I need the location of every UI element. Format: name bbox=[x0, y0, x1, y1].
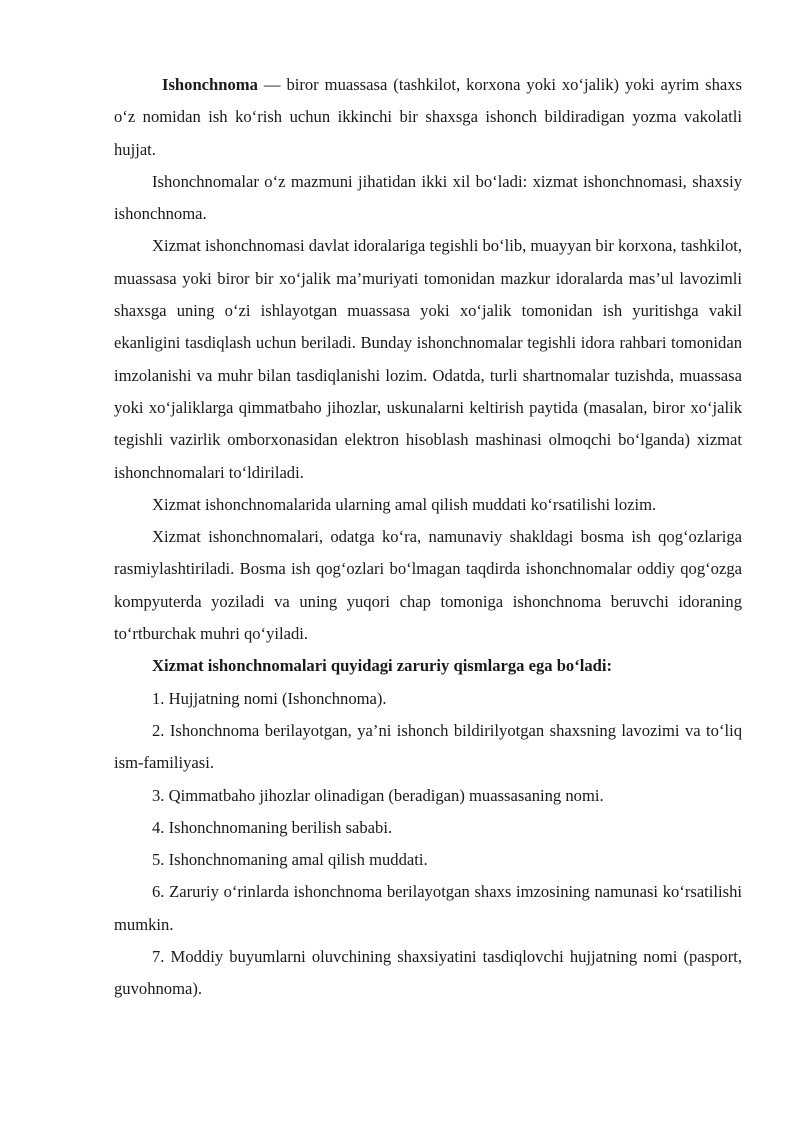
definition-term: Ishonchnoma bbox=[162, 75, 258, 94]
requirement-item: 5. Ishonchnomaning amal qilish muddati. bbox=[152, 850, 428, 870]
paragraph-service-poa: Xizmat ishonchnomasi davlat idoralariga tegishli bo‘lib, muayyan bir korxona, tashkilot, muassasa yoki biror bir xo‘jalik ma’muriyati tomonidan mazkur idoralarda mas’ul lavozimli shaxsga uning o‘zi ishlayotgan muassasa yoki xo‘jalik tomonidan ish yuritishga vakil ekanligini tasdiqlash uchun beriladi. Bunday ishonchnomalar tegishli idora rahbari tomonidan imzolanishi va muhr bilan tasdiqlanishi lozim. Odatda, turli shartnomalar tuzishda, muassasa yoki xo‘jaliklarga qimmatbaho jihozlar, uskunalarni keltirish paytida (masalan, biror xo‘jalik tegishli vazirlik omborxonasidan elektron hisoblash mashinasi olmoqchi bo‘lganda) xizmat ishonchnomalari to‘ldiriladi. bbox=[114, 236, 742, 482]
definition-paragraph bbox=[114, 69, 742, 166]
paragraph-types: Ishonchnomalar o‘z mazmuni jihatidan ikki xil bo‘ladi: xizmat ishonchnomasi, shaxsiy ishonchnoma. bbox=[114, 171, 742, 224]
requirement-item: 3. Qimmatbaho jihozlar olinadigan (beradigan) muassasaning nomi. bbox=[152, 785, 604, 805]
paragraph-validity: Xizmat ishonchnomalarida ularning amal qilish muddati ko‘rsatilishi lozim. bbox=[152, 494, 657, 514]
requirements-heading: Xizmat ishonchnomalari quyidagi zaruriy qismlarga ega bo‘ladi: bbox=[152, 656, 613, 676]
requirement-item: 7. Moddiy buyumlarni oluvchining shaxsiyatini tasdiqlovchi hujjatning nomi (pasport, guvohnoma). bbox=[114, 947, 742, 999]
paragraph-forms: Xizmat ishonchnomalari, odatga ko‘ra, namunaviy shakldagi bosma ish qog‘ozlariga rasmiylashtiriladi. Bosma ish qog‘ozlari bo‘lmagan taqdirda ishonchnomalar oddiy qog‘ozga kompyuterda yoziladi va uning yuqori chap tomoniga ishonchnoma beruvchi idoraning to‘rtburchak muhri qo‘yiladi. bbox=[114, 527, 742, 644]
definition-text: — biror muassasa (tashkilot, korxona yoki xo‘jalik) yoki ayrim shaxs o‘z nomidan ish ko‘rish uchun ikkinchi bir shaxsga ishonch bildiradigan yozma vakolatli hujjat. bbox=[114, 75, 742, 159]
requirement-item: 2. Ishonchnoma berilayotgan, ya’ni ishonch bildirilyotgan shaxsning lavozimi va to‘liq ism-familiyasi. bbox=[114, 720, 742, 773]
document-page bbox=[114, 69, 742, 1006]
requirement-item: 4. Ishonchnomaning berilish sababi. bbox=[152, 817, 393, 837]
requirement-item: 6. Zaruriy o‘rinlarda ishonchnoma berilayotgan shaxs imzosining namunasi ko‘rsatilishi mumkin. bbox=[114, 882, 742, 934]
requirement-item: 1. Hujjatning nomi (Ishonchnoma). bbox=[152, 688, 387, 708]
